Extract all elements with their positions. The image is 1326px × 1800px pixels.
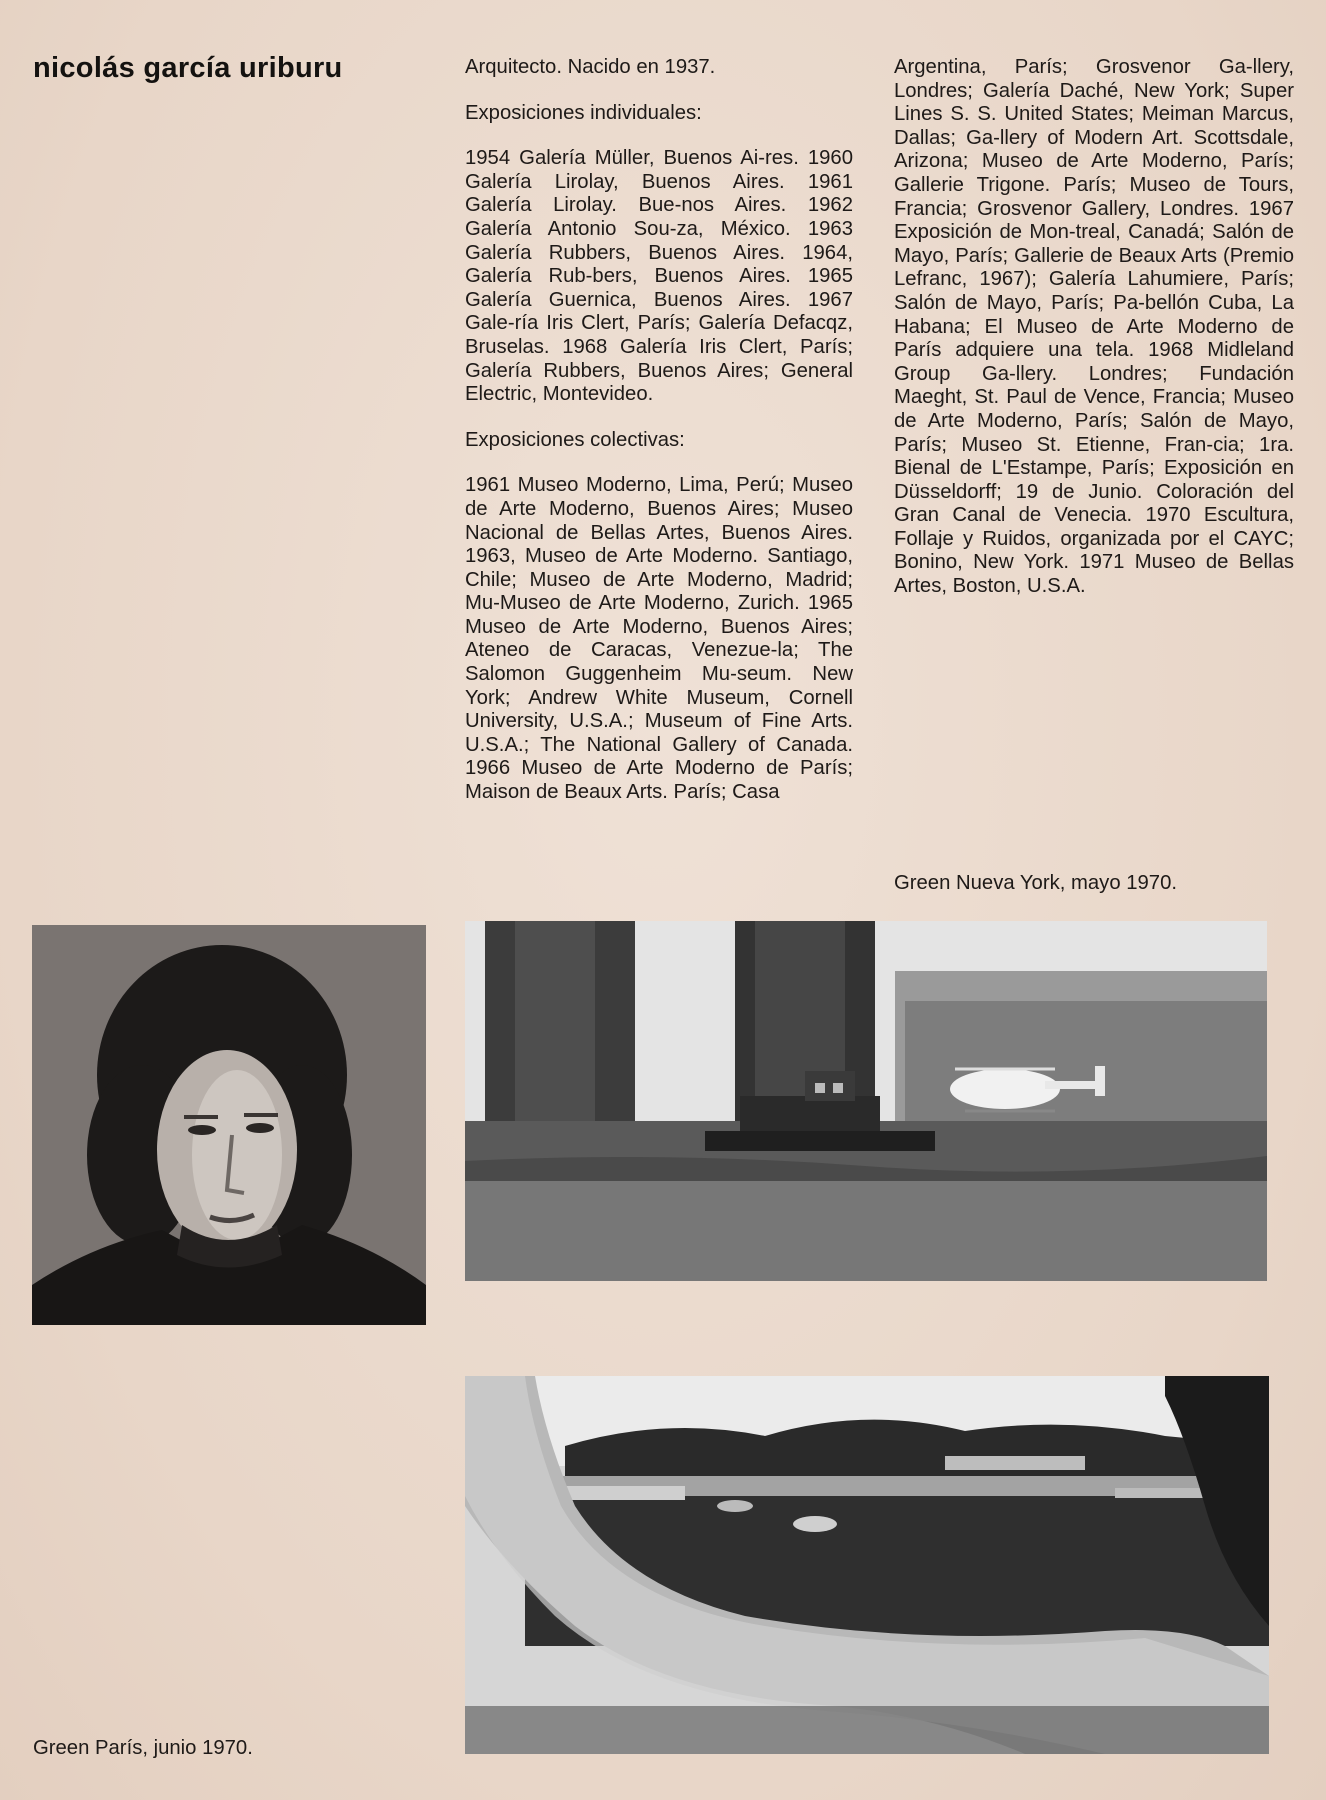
new-york-river-illustration bbox=[465, 921, 1267, 1281]
paris-seine-illustration bbox=[465, 1376, 1269, 1754]
new-york-river-photo bbox=[465, 921, 1267, 1281]
page-title: nicolás garcía uriburu bbox=[33, 52, 343, 84]
portrait-photo bbox=[32, 925, 426, 1325]
individual-exhibitions-heading: Exposiciones individuales: bbox=[465, 101, 702, 124]
collective-exhibitions-continued: Argentina, París; Grosvenor Ga-llery, Londres; Galería Daché, New York; Super Lines S. S. United States; Meiman Marcus, Dallas; Ga-llery of Modern Art. Scottsdale, Arizona; Museo de Arte Moderno, París; Gallerie Trigone. París; Museo de Tours, Francia; Grosvenor Gallery, Londres. 1967 Exposición de Mon-treal, Canadá; Salón de Mayo, París; Gallerie de Beaux Arts (Premio Lefranc, 1967); Galería Lahumiere, París; Salón de Mayo, París; Pa-bellón Cuba, La Habana; El Museo de Arte Moderno de París adquiere una tela. 1968 Midleland Group Ga-llery. Londres; Fundación Maeght, St. Paul de Vence, Francia; Museo de Arte Moderno, París; Salón de Mayo, París; Museo St. Etienne, Fran-cia; 1ra. Bienal de L'Estampe, París; Exposición en Düsseldorff; 19 de Junio. Coloración del Gran Canal de Venecia. 1970 Escultura, Follaje y Ruidos, organizada por el CAYC; Bonino, New York. 1971 Museo de Bellas Artes, Boston, U.S.A. bbox=[894, 56, 1294, 598]
collective-exhibitions-heading: Exposiciones colectivas: bbox=[465, 428, 685, 451]
paris-seine-photo bbox=[465, 1376, 1269, 1754]
biography-column-middle bbox=[465, 56, 853, 805]
intro-text: Arquitecto. Nacido en 1937. bbox=[465, 56, 716, 78]
collective-exhibitions-text: 1961 Museo Moderno, Lima, Perú; Museo de Arte Moderno, Buenos Aires; Museo Nacional de Bellas Artes, Buenos Aires. 1963, Museo de Arte Moderno. Santiago, Chile; Museo de Arte Moderno, Madrid; Mu-Museo de Arte Moderno, Zurich. 1965 Museo de Arte Moderno, Buenos Aires; Ateneo de Caracas, Venezue-la; The Salomon Guggenheim Mu-seum. New York; Andrew White Museum, Cornell University, U.S.A.; Museum of Fine Arts. U.S.A.; The National Gallery of Canada. 1966 Museo de Arte Moderno de París; Maison de Beaux Arts. París; Casa bbox=[465, 474, 853, 804]
caption-paris: Green París, junio 1970. bbox=[33, 1737, 253, 1759]
portrait-illustration bbox=[32, 925, 426, 1325]
biography-column-right bbox=[894, 56, 1294, 599]
individual-exhibitions-text: 1954 Galería Müller, Buenos Ai-res. 1960 Galería Lirolay, Buenos Aires. 1961 Galería Lirolay. Bue-nos Aires. 1962 Galería Antonio Sou-za, México. 1963 Galería Rubbers, Buenos Aires. 1964, Galería Rub-bers, Buenos Aires. 1965 Galería Guernica, Buenos Aires. 1967 Gale-ría Iris Clert, París; Galería Defacqz, Bruselas. 1968 Galería Iris Clert, París; Galería Rubbers, Buenos Aires; General Electric, Montevideo. bbox=[465, 147, 853, 406]
caption-new-york: Green Nueva York, mayo 1970. bbox=[894, 872, 1177, 894]
